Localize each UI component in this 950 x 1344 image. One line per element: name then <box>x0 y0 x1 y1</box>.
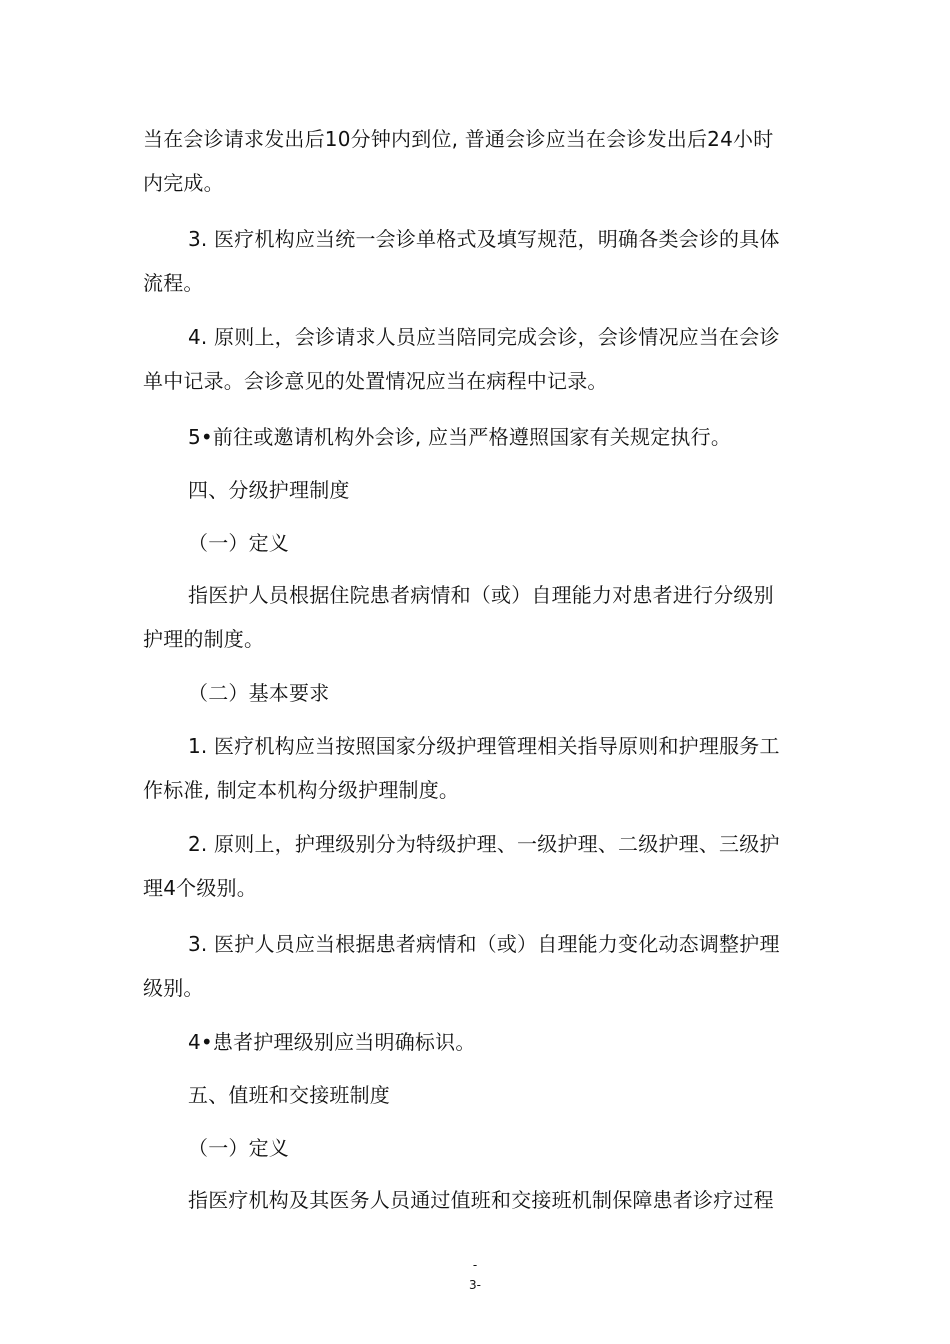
section-heading: 四、分级护理制度 <box>188 478 350 502</box>
body-text-line: 5•前往或邀请机构外会诊, 应当严格遵照国家有关规定执行。 <box>188 425 732 449</box>
body-text-line: 2. 原则上，护理级别分为特级护理、一级护理、二级护理、三级护 <box>188 832 780 856</box>
body-text-line: 指医疗机构及其医务人员通过值班和交接班机制保障患者诊疗过程 <box>188 1188 774 1212</box>
body-text-line: 3. 医疗机构应当统一会诊单格式及填写规范，明确各类会诊的具体 <box>188 227 780 251</box>
body-text-line: 单中记录。会诊意见的处置情况应当在病程中记录。 <box>143 369 608 393</box>
body-text-line: 1. 医疗机构应当按照国家分级护理管理相关指导原则和护理服务工 <box>188 734 780 758</box>
body-text-line: 内完成。 <box>143 171 224 195</box>
body-text-line: 4. 原则上，会诊请求人员应当陪同完成会诊，会诊情况应当在会诊 <box>188 325 780 349</box>
body-text-line: 当在会诊请求发出后10分钟内到位, 普通会诊应当在会诊发出后24小时 <box>143 127 774 151</box>
body-text-line: 作标准, 制定本机构分级护理制度。 <box>143 778 460 802</box>
body-text-line: 级别。 <box>143 976 204 1000</box>
body-text-line: 护理的制度。 <box>143 627 265 651</box>
body-text-line: 指医护人员根据住院患者病情和（或）自理能力对患者进行分级别 <box>188 583 774 607</box>
body-text-line: 理4个级别。 <box>143 876 257 900</box>
body-text-line: 4•患者护理级别应当明确标识。 <box>188 1030 476 1054</box>
section-heading: 五、值班和交接班制度 <box>188 1083 390 1107</box>
body-text-line: 流程。 <box>143 271 204 295</box>
subsection-heading: （一）定义 <box>188 1136 289 1160</box>
subsection-heading: （一）定义 <box>188 531 289 555</box>
body-text-line: 3. 医护人员应当根据患者病情和（或）自理能力变化动态调整护理 <box>188 932 780 956</box>
subsection-heading: （二）基本要求 <box>188 681 330 705</box>
page-number: 3- <box>469 1278 481 1292</box>
footer-dash: - <box>472 1258 478 1272</box>
